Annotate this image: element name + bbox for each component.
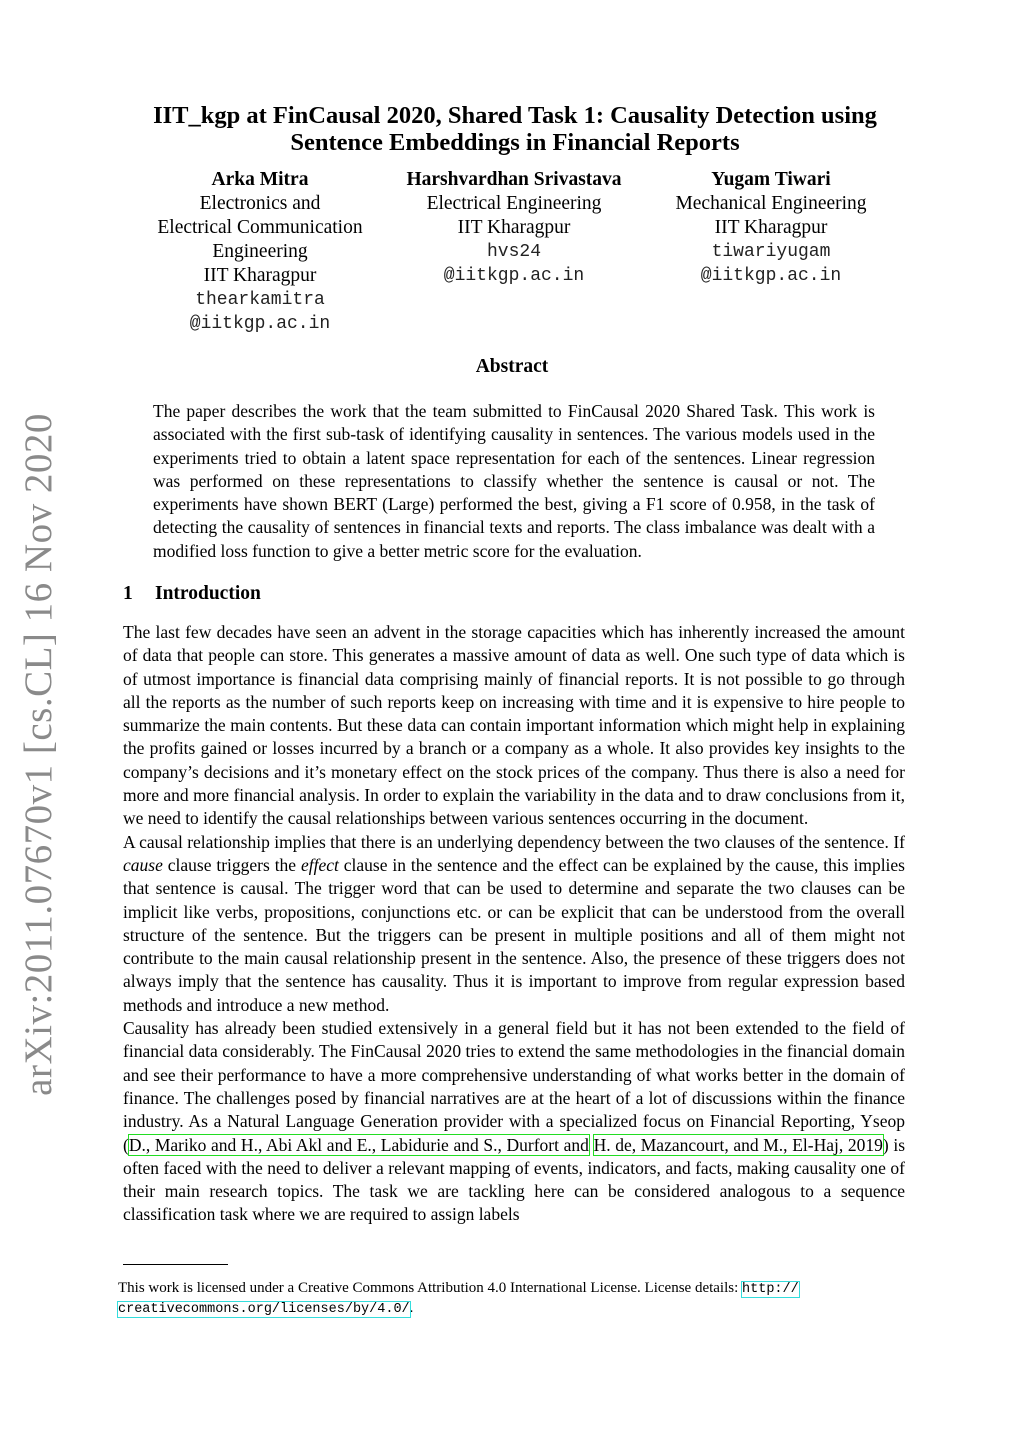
author-email: thearkamitra	[195, 290, 325, 310]
author-affiliation: Electronics and	[199, 193, 321, 214]
author-affiliation: IIT Kharagpur	[714, 217, 828, 238]
paragraph-3: Causality has already been studied extensively in a general field but it has not been extended to the field of financial data considerably. The FinCausal 2020 tries to extend the same methodologies in the financial domain and see their performance to have a more comprehensive understanding of what works better in the domain of finance. The challenges posed by financial narratives are at the heart of a lot of discussions within the finance industry. As a Natural Language Generation provider with a specialized focus on Financial Reporting, Yseop (D., Mariko and H., Abi Akl and E., Labidurie and S., Durfort and H. de, Mazancourt, and M., El-Haj, 2019) is often faced with the need to deliver a relevant mapping of events, indicators, and facts, making causality one of their main research topics. The task we are tackling here can be considered analogous to a sequence classification task where we are required to assign labels	[123, 1018, 906, 1225]
author-2	[385, 168, 643, 288]
author-affiliation: Electrical Communication	[157, 217, 363, 238]
paragraph-2: A causal relationship implies that there is an underlying dependency between the two clauses of the sentence. If cause clause triggers the effect clause in the sentence and the effect can be explained by the cause, this implies that sentence is causal. The trigger word that can be used to determine and separate the two clauses can be implicit like verbs, propositions, conjunctions etc. or can be explicit that can be understood from the overall structure of the sentence. But the triggers can be present in multiple positions and all of them might not contribute to the main causal relationship present in the sentence. Also, the presence of these triggers does not always imply that the sentence has causality. Thus it is important to improve from regular expression based methods and introduce a new method.	[123, 831, 905, 1015]
author-affiliation: Electrical Engineering	[426, 193, 602, 214]
author-email: @iitkgp.ac.in	[443, 266, 585, 286]
author-email: @iitkgp.ac.in	[189, 314, 331, 334]
author-email: hvs24	[486, 242, 541, 262]
title-line-1: IIT_kgp at FinCausal 2020, Shared Task 1: Causality Detection using	[153, 102, 877, 129]
title-line-2: Sentence Embeddings in Financial Reports	[290, 129, 740, 156]
author-name: Harshvardhan Srivastava	[406, 169, 622, 190]
license-url-link[interactable]: http://	[742, 1282, 799, 1297]
citation-link[interactable]: H. de, Mazancourt, and M., El-Haj, 2019	[593, 1134, 883, 1155]
author-affiliation: Mechanical Engineering	[675, 193, 867, 214]
abstract-text: The paper describes the work that the team submitted to FinCausal 2020 Shared Task. This work is associated with the first sub-task of identifying causality in sentences. The various models used in the experiments tried to obtain a latent space representation for each of the sentences. Linear regression was performed on these representations to classify whether the sentence is causal or not. The experiments have shown BERT (Large) performed the best, giving a F1 score of 0.958, in the task of detecting the causality of sentences in financial texts and reports. The class imbalance was dealt with a modified loss function to give a better metric score for the evaluation.	[153, 401, 875, 561]
citation-link[interactable]: D., Mariko and H., Abi Akl and E., Labidurie and S., Durfort and	[128, 1134, 589, 1155]
license-footnote: This work is licensed under a Creative Commons Attribution 4.0 International License. License details: http:// creativecommons.org/licenses/by/4.0/.	[118, 1280, 799, 1317]
term-effect: effect	[300, 854, 339, 875]
term-cause: cause	[123, 854, 163, 875]
author-email: @iitkgp.ac.in	[700, 266, 842, 286]
author-affiliation: IIT Kharagpur	[203, 265, 317, 286]
author-name: Yugam Tiwari	[711, 169, 831, 190]
paper-title	[120, 102, 910, 156]
footnote-divider	[123, 1264, 228, 1265]
section-title: Introduction	[155, 583, 261, 604]
license-url-link[interactable]: creativecommons.org/licenses/by/4.0/	[118, 1302, 410, 1317]
author-affiliation: IIT Kharagpur	[457, 217, 571, 238]
author-affiliation: Engineering	[212, 241, 308, 262]
introduction-body	[123, 621, 905, 1227]
paragraph-1: The last few decades have seen an advent in the storage capacities which has inherently increased the amount of data that people can store. This generates a massive amount of data as well. One such type of data which is of utmost importance is financial data comprising mainly of financial reports. It is not possible to go through all the reports as the number of such reports keep on increasing with time and it is expensive to hire people to summarize the main contents. But these data can contain important information which might help in explaining the profits gained or losses incurred by a branch or a company as a whole. It also provides key insights to the company’s decisions and it’s monetary effect on the stock prices of the company. Thus there is also a need for more and more financial analysis. In order to explain the variability in the data and to draw conclusions from it, we need to identify the causal relationships between various sentences occurring in the document.	[123, 622, 905, 829]
author-3	[655, 168, 887, 288]
section-heading	[123, 583, 261, 605]
author-name: Arka Mitra	[211, 169, 309, 190]
section-number: 1	[123, 583, 133, 604]
abstract-heading: Abstract	[475, 356, 549, 377]
author-email: tiwariyugam	[711, 242, 831, 262]
author-1	[138, 168, 382, 336]
arxiv-side-stamp: arXiv:2011.07670v1 [cs.CL] 16 Nov 2020	[16, 412, 60, 1096]
